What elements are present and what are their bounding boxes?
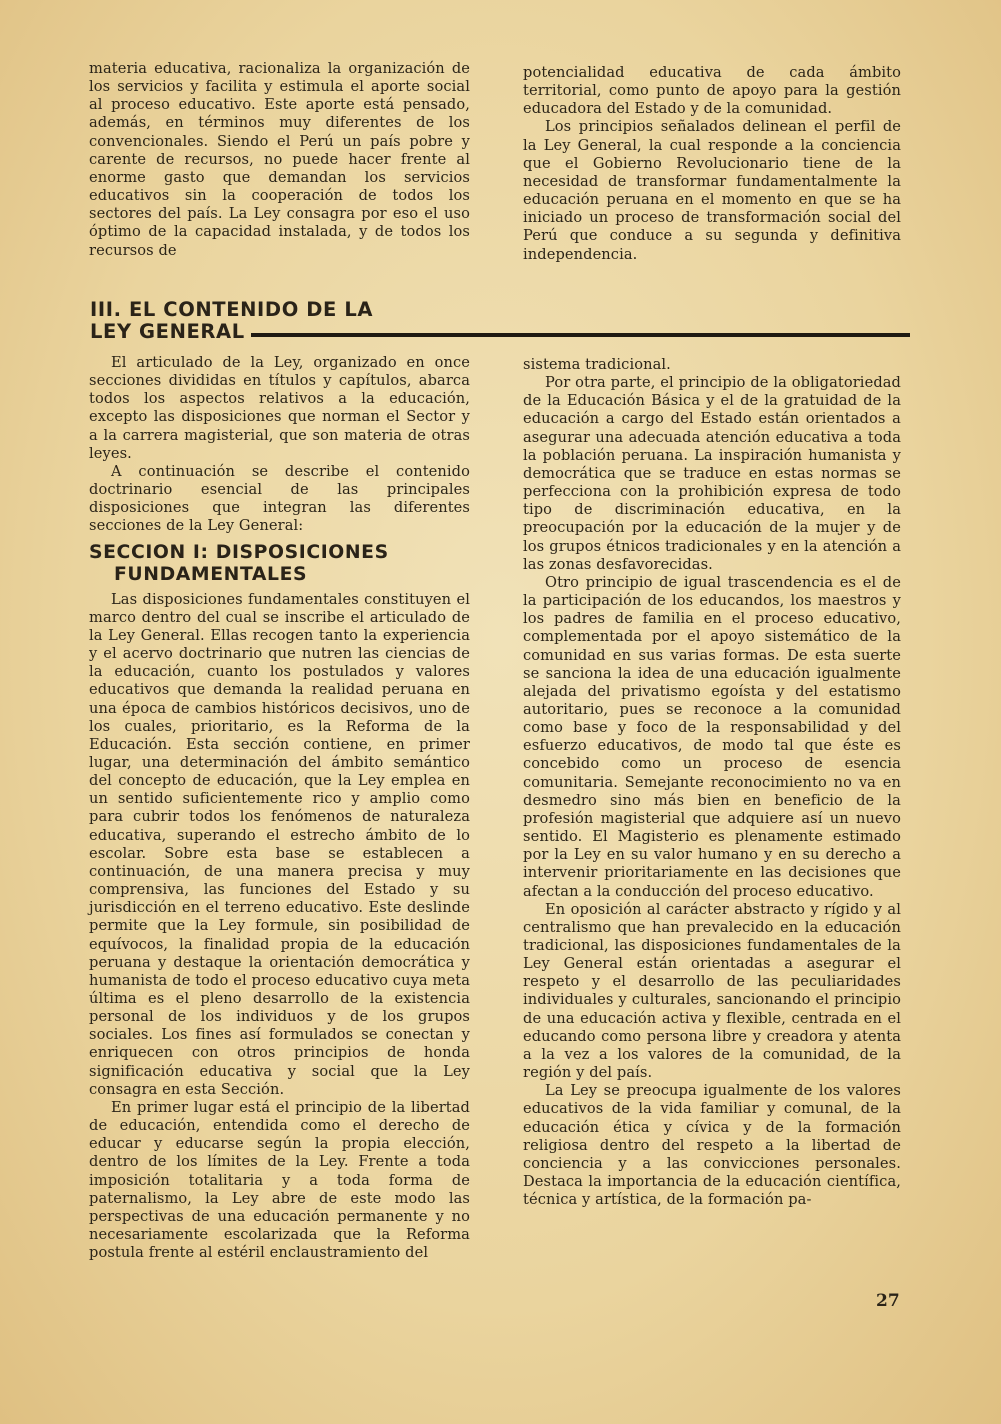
paragraph: En primer lugar está el principio de la libertad de educación, entendida como el derecho de educar y educarse según la propia elección, dentro de los límites de la Ley. Frente a toda imposición totalitaria y a toda forma de paternalismo, la Ley abre de este modo las perspectivas de una educación permanente y no necesariamente escolarizada que la Reforma postula frente al estéril enclaustramiento del (89, 1098, 470, 1262)
main-heading-line2: LEY GENERAL (90, 320, 245, 343)
heading-rule (251, 333, 910, 337)
paragraph: En oposición al carácter abstracto y rígido y al centralismo que han prevalecido en la educación tradicional, las disposiciones fundamentales de la Ley General están orientadas a asegurar el respeto y el desarrollo de las peculiaridades individuales y culturales, sancionando el principio de una educación activa y flexible, centrada en el educando como persona libre y creadora y atenta a la vez a los valores de la comunidad, de la región y del país. (523, 900, 901, 1082)
paragraph: A continuación se describe el contenido doctrinario esencial de las principales disposiciones que integran las diferentes secciones de la Ley General: (89, 462, 470, 535)
right-main-column (523, 356, 901, 1209)
section-title (89, 542, 470, 586)
paragraph: La Ley se preocupa igualmente de los valores educativos de la vida familiar y comunal, de la educación ética y cívica y de la formación religiosa dentro del respeto a la libertad de conciencia y a las convicciones personales. Destaca la importancia de la educación científica, técnica y artística, de la formación pa- (523, 1082, 901, 1209)
paragraph: Otro principio de igual trascendencia es el de la participación de los educandos, los maestros y los padres de familia en el proceso educativo, complementada por el apoyo sistemático de la comunidad en sus varias formas. De esta suerte se sanciona la idea de una educación igualmente alejada del privatismo egoísta y del estatismo autoritario, pues se reconoce a la comunidad como base y foco de la responsabilidad y del esfuerzo educativos, de modo tal que éste es concebido como un proceso de esencia comunitaria. Semejante reconocimiento no va en desmedro sino más bien en beneficio de la profesión magisterial que adquiere así un nuevo sentido. El Magisterio es plenamente estimado por la Ley en su valor humano y en su derecho a intervenir prioritariamente en las decisiones que afectan a la conducción del proceso educativo. (523, 573, 901, 900)
paragraph: Las disposiciones fundamentales constituyen el marco dentro del cual se inscribe el articulado de la Ley General. Ellas recogen tanto la experiencia y el acervo doctrinario que nutren las ciencias de la educación, cuanto los postulados y valores educativos que demanda la realidad peruana en una época de cambios históricos decisivos, uno de los cuales, prioritario, es la Reforma de la Educación. Esta sección contiene, en primer lugar, una determinación del ámbito semántico del concepto de educación, que la Ley emplea en un sentido suficientemente rico y amplio como para cubrir todos los fenómenos de naturaleza educativa, superando el estrecho ámbito de lo escolar. Sobre esta base se establecen a continuación, de una manera precisa y muy comprensiva, las funciones del Estado y su jurisdicción en el terreno educativo. Este deslinde permite que la Ley formule, sin posibilidad de equívocos, la finalidad propia de la educación peruana y destaque la orientación democrática y humanista de todo el proceso educativo cuya meta última es el pleno desarrollo de la existencia personal de los individuos y de los grupos sociales. Los fines así formulados se conectan y enriquecen con otros principios de honda significación educativa y social que la Ley consagra en esta Sección. (89, 590, 470, 1098)
paragraph: sistema tradicional. (523, 356, 671, 373)
paragraph: Por otra parte, el principio de la obligatoriedad de la Educación Básica y el de la gratuidad de la educación a cargo del Estado están orientados a asegurar una adecuada atención educativa a toda la población peruana. La inspiración humanista y democrática que se traduce en estas normas se perfecciona con la prohibición expresa de todo tipo de discriminación educativa, en la preocupación por la educación de la mujer y de los grupos étnicos tradicionales y en la atención a las zonas desfavorecidas. (523, 374, 901, 573)
left-main-column (89, 354, 470, 1262)
top-right-column (523, 64, 901, 264)
paragraph: potencialidad educativa de cada ámbito territorial, como punto de apoyo para la gestión educadora del Estado y de la comunidad. (523, 64, 901, 118)
main-heading-line1: III. EL CONTENIDO DE LA (90, 298, 374, 321)
section-title-line2: FUNDAMENTALES (114, 563, 308, 585)
page-number: 27 (876, 1291, 900, 1311)
paragraph: materia educativa, racionaliza la organización de los servicios y facilita y estimula el aporte social al proceso educativo. Este aporte está pensado, además, en términos muy diferentes de los convencionales. Siendo el Perú un país pobre y carente de recursos, no puede hacer frente al enorme gasto que demandan los servicios educativos sin la cooperación de todos los sectores del país. La Ley consagra por eso el uso óptimo de la capacidad instalada, y de todos los recursos de (89, 60, 470, 259)
main-heading (90, 299, 910, 343)
paragraph: Los principios señalados delinean el perfil de la Ley General, la cual responde a la conciencia que el Gobierno Revolucionario tiene de la necesidad de transformar fundamentalmente la educación peruana en el momento en que se ha iniciado un proceso de transformación social del Perú que conduce a su segunda y definitiva independencia. (523, 118, 901, 263)
section-title-line1: SECCION I: DISPOSICIONES (89, 541, 389, 563)
top-left-column (89, 60, 470, 260)
paragraph: El articulado de la Ley, organizado en once secciones divididas en títulos y capítulos, abarca todos los aspectos relativos a la educación, excepto las disposiciones que norman el Sector y a la carrera magisterial, que son materia de otras leyes. (89, 354, 470, 462)
